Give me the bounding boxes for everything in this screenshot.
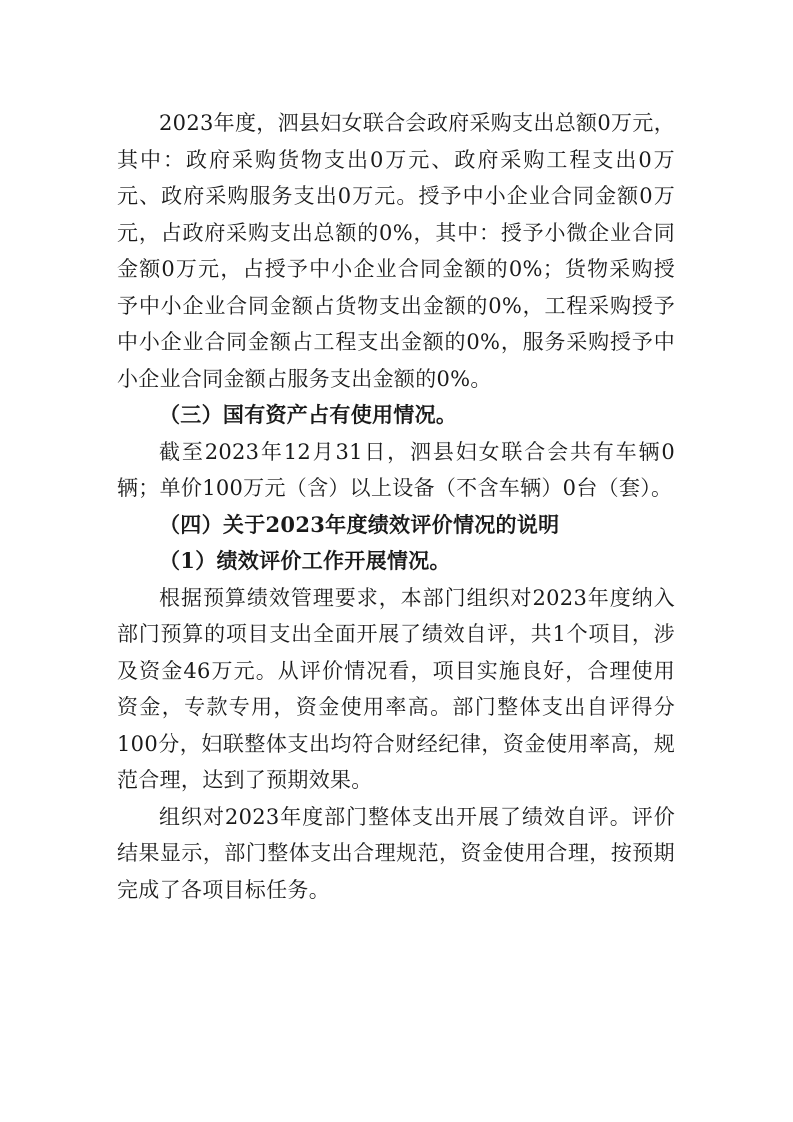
section-heading-state-assets: （三）国有资产占有使用情况。 (159, 402, 458, 427)
paragraph-evaluation-work: 根据预算绩效管理要求，本部门组织对2023年度纳入部门预算的项目支出全面开展了绩效自评，共1个项目，涉及资金46万元。从评价情况看，项目实施良好，合理使用资金，专款专用，资金使用率高。部门整体支出自评得分100分，妇联整体支出均符合财经纪律，资金使用率高，规范合理，达到了预期效果。 (117, 585, 675, 792)
paragraph-state-assets: 截至2023年12月31日，泗县妇女联合会共有车辆0辆；单价100万元（含）以上设备（不含车辆）0台（套）。 (117, 439, 675, 500)
section-heading-performance-evaluation: （四）关于2023年度绩效评价情况的说明 (159, 511, 560, 537)
paragraph-overall-evaluation: 组织对2023年度部门整体支出开展了绩效自评。评价结果显示，部门整体支出合理规范，资金使用合理，按预期完成了各项目标任务。 (117, 804, 675, 902)
paragraph-procurement: 2023年度，泗县妇女联合会政府采购支出总额0万元，其中：政府采购货物支出0万元、政府采购工程支出0万元、政府采购服务支出0万元。授予中小企业合同金额0万元，占政府采购支出总额的0%，其中：授予小微企业合同金额0万元，占授予中小企业合同金额的0%；货物采购授予中小企业合同金额占货物支出金额的0%，工程采购授予中小企业合同金额占工程支出金额的0%，服务采购授予中小企业合同金额占服务支出金额的0%。 (117, 111, 675, 391)
subsection-heading-evaluation-work: （1）绩效评价工作开展情况。 (159, 548, 451, 573)
document-page (117, 105, 675, 908)
